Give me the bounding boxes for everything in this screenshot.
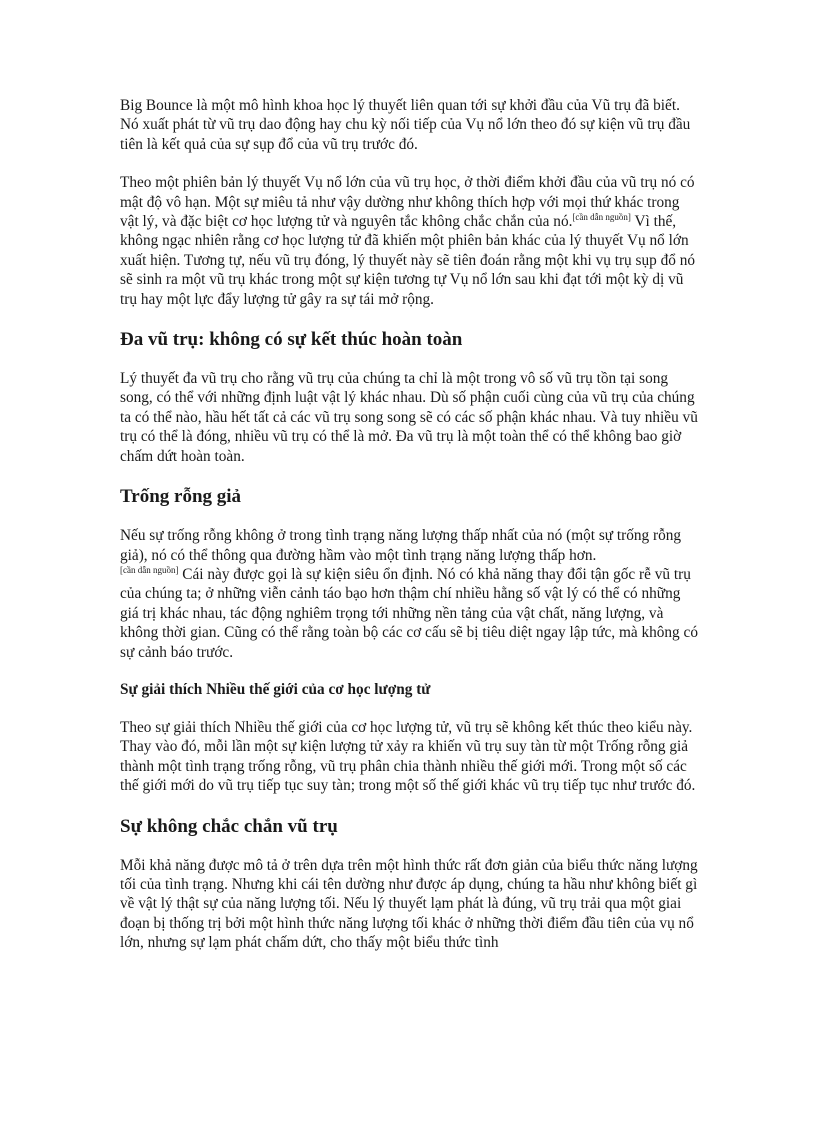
citation-needed-link[interactable]: [cần dẫn nguồn] — [572, 212, 631, 223]
paragraph-text: Theo một phiên bản lý thuyết Vụ nổ lớn của vũ trụ học, ở thời điểm khởi đầu của vũ trụ nó có mật độ vô hạn. Một sự miêu tả như vậy dường như không thích hợp với mọi thứ khác trong vật lý, và đặc biệt cơ học lượng tử và nguyên tắc không chắc chắn của nó. — [120, 174, 695, 231]
paragraph-false-vacuum — [120, 526, 700, 662]
heading-many-worlds: Sự giải thích Nhiều thế giới của cơ học lượng tử — [120, 680, 431, 698]
paragraph-text: Vì thế, không ngạc nhiên rằng cơ học lượng tử đã khiến một phiên bản khác của lý thuyết Vụ nổ lớn xuất hiện. Tương tự, nếu vũ trụ đóng, lý thuyết này sẽ tiên đoán rằng một khi vụ trụ sụp đổ nó sẽ sinh ra một vũ trụ khác trong một sự kiện tương tự Vụ nổ lớn sau khi đạt tới một kỳ dị vũ trụ hay một lực đẩy lượng tử gây ra sự tái mở rộng. — [120, 213, 695, 308]
paragraph-text: Nếu sự trống rỗng không ở trong tình trạng năng lượng thấp nhất của nó (một sự trống rỗng giả), nó có thể thông qua đường hầm vào một tình trạng năng lượng thấp hơn. — [120, 527, 682, 564]
paragraph-big-bounce: Big Bounce là một mô hình khoa học lý thuyết liên quan tới sự khởi đầu của Vũ trụ đã biết. Nó xuất phát từ vũ trụ dao động hay chu kỳ nối tiếp của Vụ nổ lớn theo đó sự kiện vũ trụ đầu tiên là kết quả của sự sụp đổ của vũ trụ trước đó. — [120, 97, 691, 153]
document-page — [120, 96, 700, 953]
heading-uncertainty: Sự không chắc chắn vũ trụ — [120, 815, 338, 837]
citation-needed-link[interactable]: [cần dẫn nguồn] — [120, 564, 179, 575]
heading-multiverse: Đa vũ trụ: không có sự kết thúc hoàn toàn — [120, 329, 463, 351]
heading-false-vacuum: Trống rỗng giả — [120, 486, 242, 508]
paragraph-many-worlds: Theo sự giải thích Nhiều thế giới của cơ học lượng tử, vũ trụ sẽ không kết thúc theo kiểu này. Thay vào đó, mỗi lần một sự kiện lượng tử xảy ra khiến vũ trụ suy tàn từ một Trống rỗng giả thành một tình trạng trống rỗng, vũ trụ phân chia thành nhiều thế giới mới. Trong một số các thế giới mới do vũ trụ tiếp tục suy tàn; trong một số thế giới khác vũ trụ tiếp tục như trước đó. — [120, 718, 696, 795]
paragraph-big-bang-version — [120, 173, 700, 309]
paragraph-uncertainty: Mỗi khả năng được mô tả ở trên dựa trên một hình thức rất đơn giản của biểu thức năng lượng tối của tình trạng. Nhưng khi cái tên dường như được áp dụng, chúng ta hầu như không biết gì về vật lý thật sự của năng lượng tối. Nếu lý thuyết lạm phát là đúng, vũ trụ trải qua một giai đoạn bị thống trị bởi một hình thức năng lượng tối khác ở những thời điểm đầu tiên của vụ nổ lớn, nhưng sự lạm phát chấm dứt, cho thấy một biểu thức tình — [120, 856, 698, 952]
paragraph-multiverse: Lý thuyết đa vũ trụ cho rằng vũ trụ của chúng ta chỉ là một trong vô số vũ trụ tồn tại song song, có thể với những định luật vật lý khác nhau. Dù số phận cuối cùng của vũ trụ của chúng ta có thể nào, hầu hết tất cả các vũ trụ song song sẽ có các số phận khác nhau. Và tuy nhiều vũ trụ có thể là đóng, nhiều vũ trụ có thể là mở. Đa vũ trụ là một toàn thể có thể không bao giờ chấm dứt hoàn toàn. — [120, 370, 698, 465]
paragraph-text: Cái này được gọi là sự kiện siêu ổn định. Nó có khả năng thay đổi tận gốc rễ vũ trụ của chúng ta; ở những viễn cảnh táo bạo hơn thậm chí nhiều hằng số vật lý có thể có những giá trị khác nhau, tác động nghiêm trọng tới những nền tảng của vật chất, năng lượng, và không thời gian. Cũng có thể rằng toàn bộ các cơ cấu sẽ bị tiêu diệt ngay lập tức, mà không có sự cảnh báo trước. — [120, 565, 698, 661]
